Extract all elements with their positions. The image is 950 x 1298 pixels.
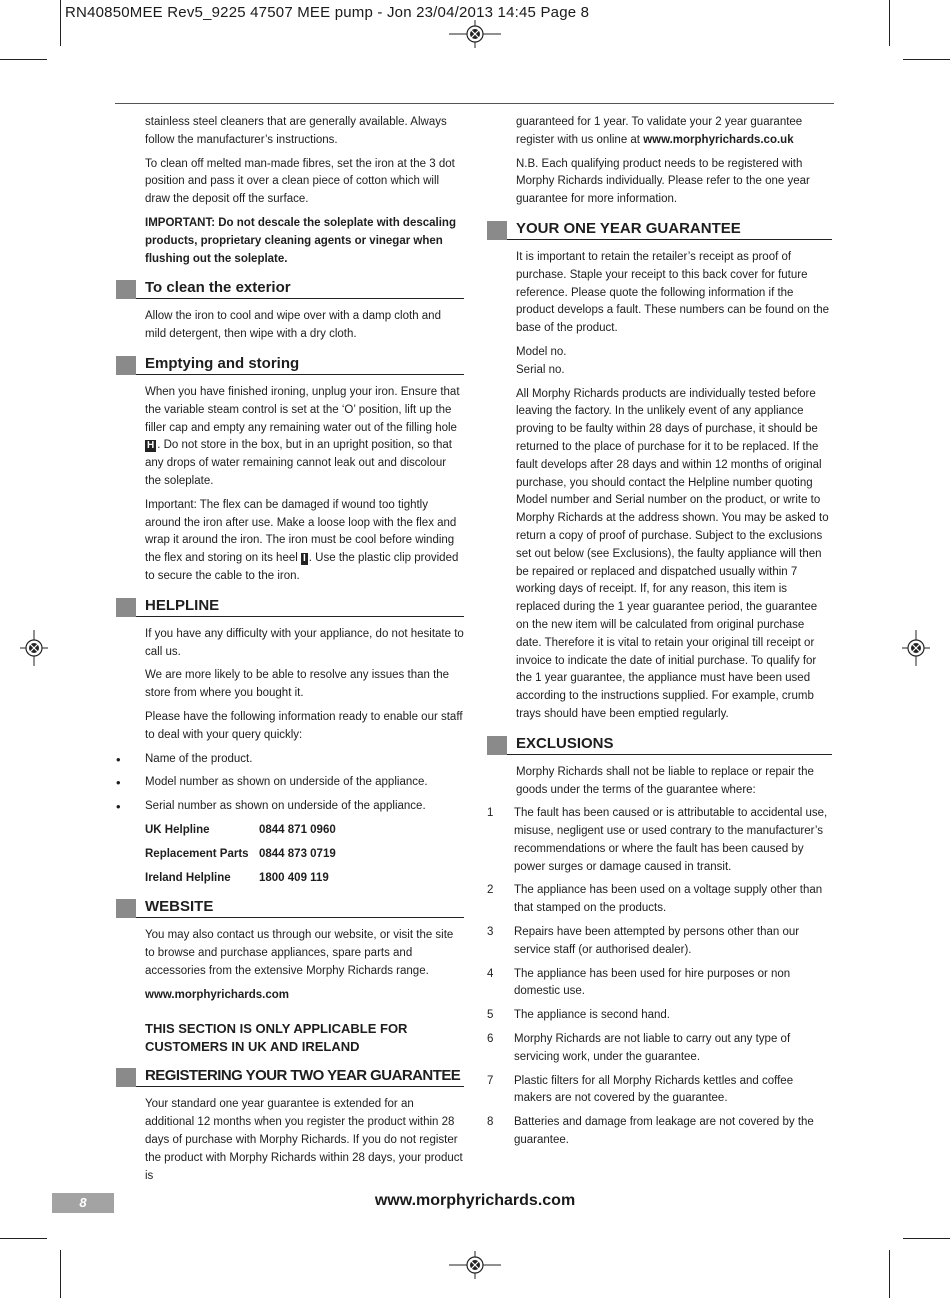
paragraph: To clean off melted man-made fibres, set the iron at the 3 dot position and pass it over a clean piece of cotton which will draw the deposit off the surface. <box>145 157 455 206</box>
list-item-text: Serial number as shown on underside of the appliance. <box>145 800 426 813</box>
text: When you have finished ironing, unplug your iron. Ensure that the variable steam control is set at the ‘O’ position, lift up the filler cap and empty any remaining water out of the filling hole <box>145 385 460 434</box>
header-rule <box>115 103 834 104</box>
item-text: Batteries and damage from leakage are not covered by the guarantee. <box>514 1116 814 1147</box>
item-text: Morphy Richards are not liable to carry out any type of servicing work, under the guarantee. <box>514 1033 791 1063</box>
phone-row <box>116 846 464 864</box>
print-slug: RN40850MEE Rev5_9225 47507 MEE pump - Jon 23/04/2013 14:45 Page 8 <box>65 4 590 21</box>
heading-marker <box>487 736 507 755</box>
section-heading-storing <box>116 354 464 375</box>
serial-no-label: Serial no. <box>516 363 565 376</box>
exclusion-item <box>487 1007 832 1025</box>
section-heading-exclusions <box>487 734 832 755</box>
exclusion-item <box>487 924 832 960</box>
bullet-icon: • <box>116 751 121 767</box>
paragraph <box>487 114 832 150</box>
section-heading-exterior <box>116 278 464 299</box>
text: . Use the plastic clip provided to secure the cable to the iron. <box>145 552 459 582</box>
item-number: 1 <box>487 807 494 820</box>
register-link[interactable]: www.morphyrichards.co.uk <box>643 133 794 146</box>
heading-marker <box>116 356 136 375</box>
important-note: IMPORTANT: Do not descale the soleplate with descaling products, proprietary cleaning agents or vinegar when flushing out the soleplate. <box>145 216 456 265</box>
model-no-label: Model no. <box>516 345 567 358</box>
item-number: 6 <box>487 1033 494 1046</box>
crop-mark <box>60 0 61 46</box>
bullet-icon: • <box>116 799 121 815</box>
paragraph: Allow the iron to cool and wipe over with a damp cloth and mild detergent, then wipe with a dry cloth. <box>145 310 441 341</box>
paragraph: stainless steel cleaners that are generally available. Always follow the manufacturer’s instructions. <box>145 116 447 146</box>
item-text: The appliance has been used on a voltage supply other than that stamped on the products. <box>514 884 823 915</box>
paragraph: All Morphy Richards products are individually tested before leaving the factory. In the unlikely event of any appliance proving to be faulty within 28 days of purchase, it should be returned to the place of purchase for it to be replaced. If the fault develops after 28 days and within 12 months of original purchase, you should contact the Helpline number quoting Model number and Serial number on the product, or write to Morphy Richards at the address shown. You may be asked to return a copy of proof of purchase. Subject to the exclusions set out below (see Exclusions), the faulty appliance will then be repaired or replaced and dispatched usually within 7 working days of receipt. If, for any reason, this item is replaced during the 1 year guarantee period, the guarantee on the new item will be calculated from original purchase date. Therefore it is vital to retain your original till receipt or invoice to indicate the date of initial purchase. To qualify for the 1 year guarantee, the appliance must have been used according to the instructions supplied. For example, crumb trays should have been emptied regularly. <box>516 387 829 720</box>
crop-mark <box>0 1238 47 1239</box>
crop-mark <box>0 59 47 60</box>
registration-mark-icon <box>449 1251 501 1279</box>
heading-text: WEBSITE <box>136 897 464 918</box>
paragraph: N.B. Each qualifying product needs to be registered with Morphy Richards individually. Please refer to the one year guarantee for more information. <box>516 157 810 206</box>
footer-url: www.morphyrichards.com <box>374 1192 576 1209</box>
list-item-text: Model number as shown on underside of the appliance. <box>145 776 428 789</box>
paragraph: Morphy Richards shall not be liable to replace or repair the goods under the terms of the guarantee where: <box>516 765 814 796</box>
item-number: 3 <box>487 926 494 939</box>
page-number: 8 <box>52 1193 114 1213</box>
exclusion-item <box>487 805 832 876</box>
paragraph: Your standard one year guarantee is extended for an additional 12 months when you register the product within 28 days of purchase with Morphy Richards. If you do not register the product with Morphy Richards within 28 days, your product is <box>145 1098 463 1182</box>
list-item <box>116 798 464 816</box>
list-item <box>116 751 464 769</box>
phone-label: UK Helpline <box>145 823 210 836</box>
text: . Do not store in the box, but in an upright position, so that any drops of water remaining cannot leak out and discolour the soleplate. <box>145 439 452 487</box>
item-number: 2 <box>487 884 494 897</box>
paragraph <box>116 497 464 586</box>
paragraph: You may also contact us through our website, or visit the site to browse and purchase appliances, spare parts and accessories from the extensive Morphy Richards range. <box>145 929 454 977</box>
crop-mark <box>903 1238 950 1239</box>
exclusion-item <box>487 1031 832 1067</box>
heading-marker <box>116 598 136 617</box>
item-text: Plastic filters for all Morphy Richards kettles and coffee makers are not covered by the guarantee. <box>514 1074 794 1105</box>
crop-mark <box>889 0 890 46</box>
item-text: The appliance has been used for hire purposes or non domestic use. <box>514 967 791 998</box>
paragraph: It is important to retain the retailer’s receipt as proof of purchase. Staple your receipt to this back cover for future reference. Please quote the following information if the product develops a fault. These numbers can be found on the base of the product. <box>516 250 830 335</box>
phone-row <box>116 870 464 888</box>
phone-row <box>116 822 464 840</box>
phone-label: Ireland Helpline <box>145 871 231 884</box>
paragraph: We are more likely to be able to resolve any issues than the store from where you bought it. <box>145 669 450 700</box>
heading-text: Emptying and storing <box>136 354 464 375</box>
bullet-icon: • <box>116 775 121 791</box>
registration-mark-icon <box>20 630 48 666</box>
item-text: Repairs have been attempted by persons other than our service staff (or authorised dealer). <box>514 926 800 956</box>
item-text: The appliance is second hand. <box>514 1009 670 1022</box>
list-item <box>116 774 464 792</box>
heel-icon: I <box>303 553 306 565</box>
exclusion-item <box>487 966 832 1002</box>
item-number: 8 <box>487 1116 494 1129</box>
section-heading-register <box>116 1066 464 1087</box>
crop-mark <box>60 1250 61 1298</box>
filling-hole-icon: H <box>147 440 155 452</box>
phone-number: 0844 873 0719 <box>259 847 336 860</box>
heading-text: REGISTERING YOUR TWO YEAR GUARANTEE <box>136 1066 464 1087</box>
uk-notice: THIS SECTION IS ONLY APPLICABLE FOR CUSTOMERS IN UK AND IRELAND <box>145 1021 408 1055</box>
heading-text: HELPLINE <box>136 596 464 617</box>
website-link[interactable]: www.morphyrichards.com <box>145 988 289 1001</box>
item-number: 7 <box>487 1074 494 1087</box>
crop-mark <box>903 59 950 60</box>
exclusion-item <box>487 1073 832 1109</box>
phone-number: 1800 409 119 <box>259 871 329 884</box>
right-column <box>487 114 832 1156</box>
paragraph: Please have the following information ready to enable our staff to deal with your query quickly: <box>145 710 463 741</box>
heading-text: YOUR ONE YEAR GUARANTEE <box>507 219 832 240</box>
section-heading-guarantee <box>487 219 832 240</box>
heading-marker <box>116 1068 136 1087</box>
text: guaranteed for 1 year. To validate your 2 year guarantee register with us online at <box>516 116 803 146</box>
heading-text: EXCLUSIONS <box>507 734 832 755</box>
registration-mark-icon <box>902 630 930 666</box>
heading-marker <box>116 280 136 299</box>
heading-marker <box>116 899 136 918</box>
crop-mark <box>889 1250 890 1298</box>
item-number: 4 <box>487 967 494 980</box>
item-number: 5 <box>487 1009 494 1022</box>
paragraph <box>116 384 464 491</box>
section-heading-website <box>116 897 464 918</box>
item-text: The fault has been caused or is attributable to accidental use, misuse, negligent use or used contrary to the manufacturer’s recommendations or where the fault has been caused by power surges or damage caused in transit. <box>514 807 828 873</box>
left-column <box>116 114 464 1191</box>
list-item-text: Name of the product. <box>145 752 253 765</box>
text: Important: The flex can be damaged if wound too tightly around the iron after use. Make a loose loop with the flex and wrap it around the iron. The iron must be cool before winding the flex and storing on its heel <box>145 498 457 565</box>
paragraph: If you have any difficulty with your appliance, do not hesitate to call us. <box>145 627 464 658</box>
registration-mark-icon <box>449 20 501 48</box>
exclusion-item <box>487 1114 832 1150</box>
section-heading-helpline <box>116 596 464 617</box>
heading-marker <box>487 221 507 240</box>
heading-text: To clean the exterior <box>136 278 464 299</box>
exclusion-item <box>487 882 832 918</box>
phone-number: 0844 871 0960 <box>259 823 336 836</box>
phone-label: Replacement Parts <box>145 847 249 860</box>
